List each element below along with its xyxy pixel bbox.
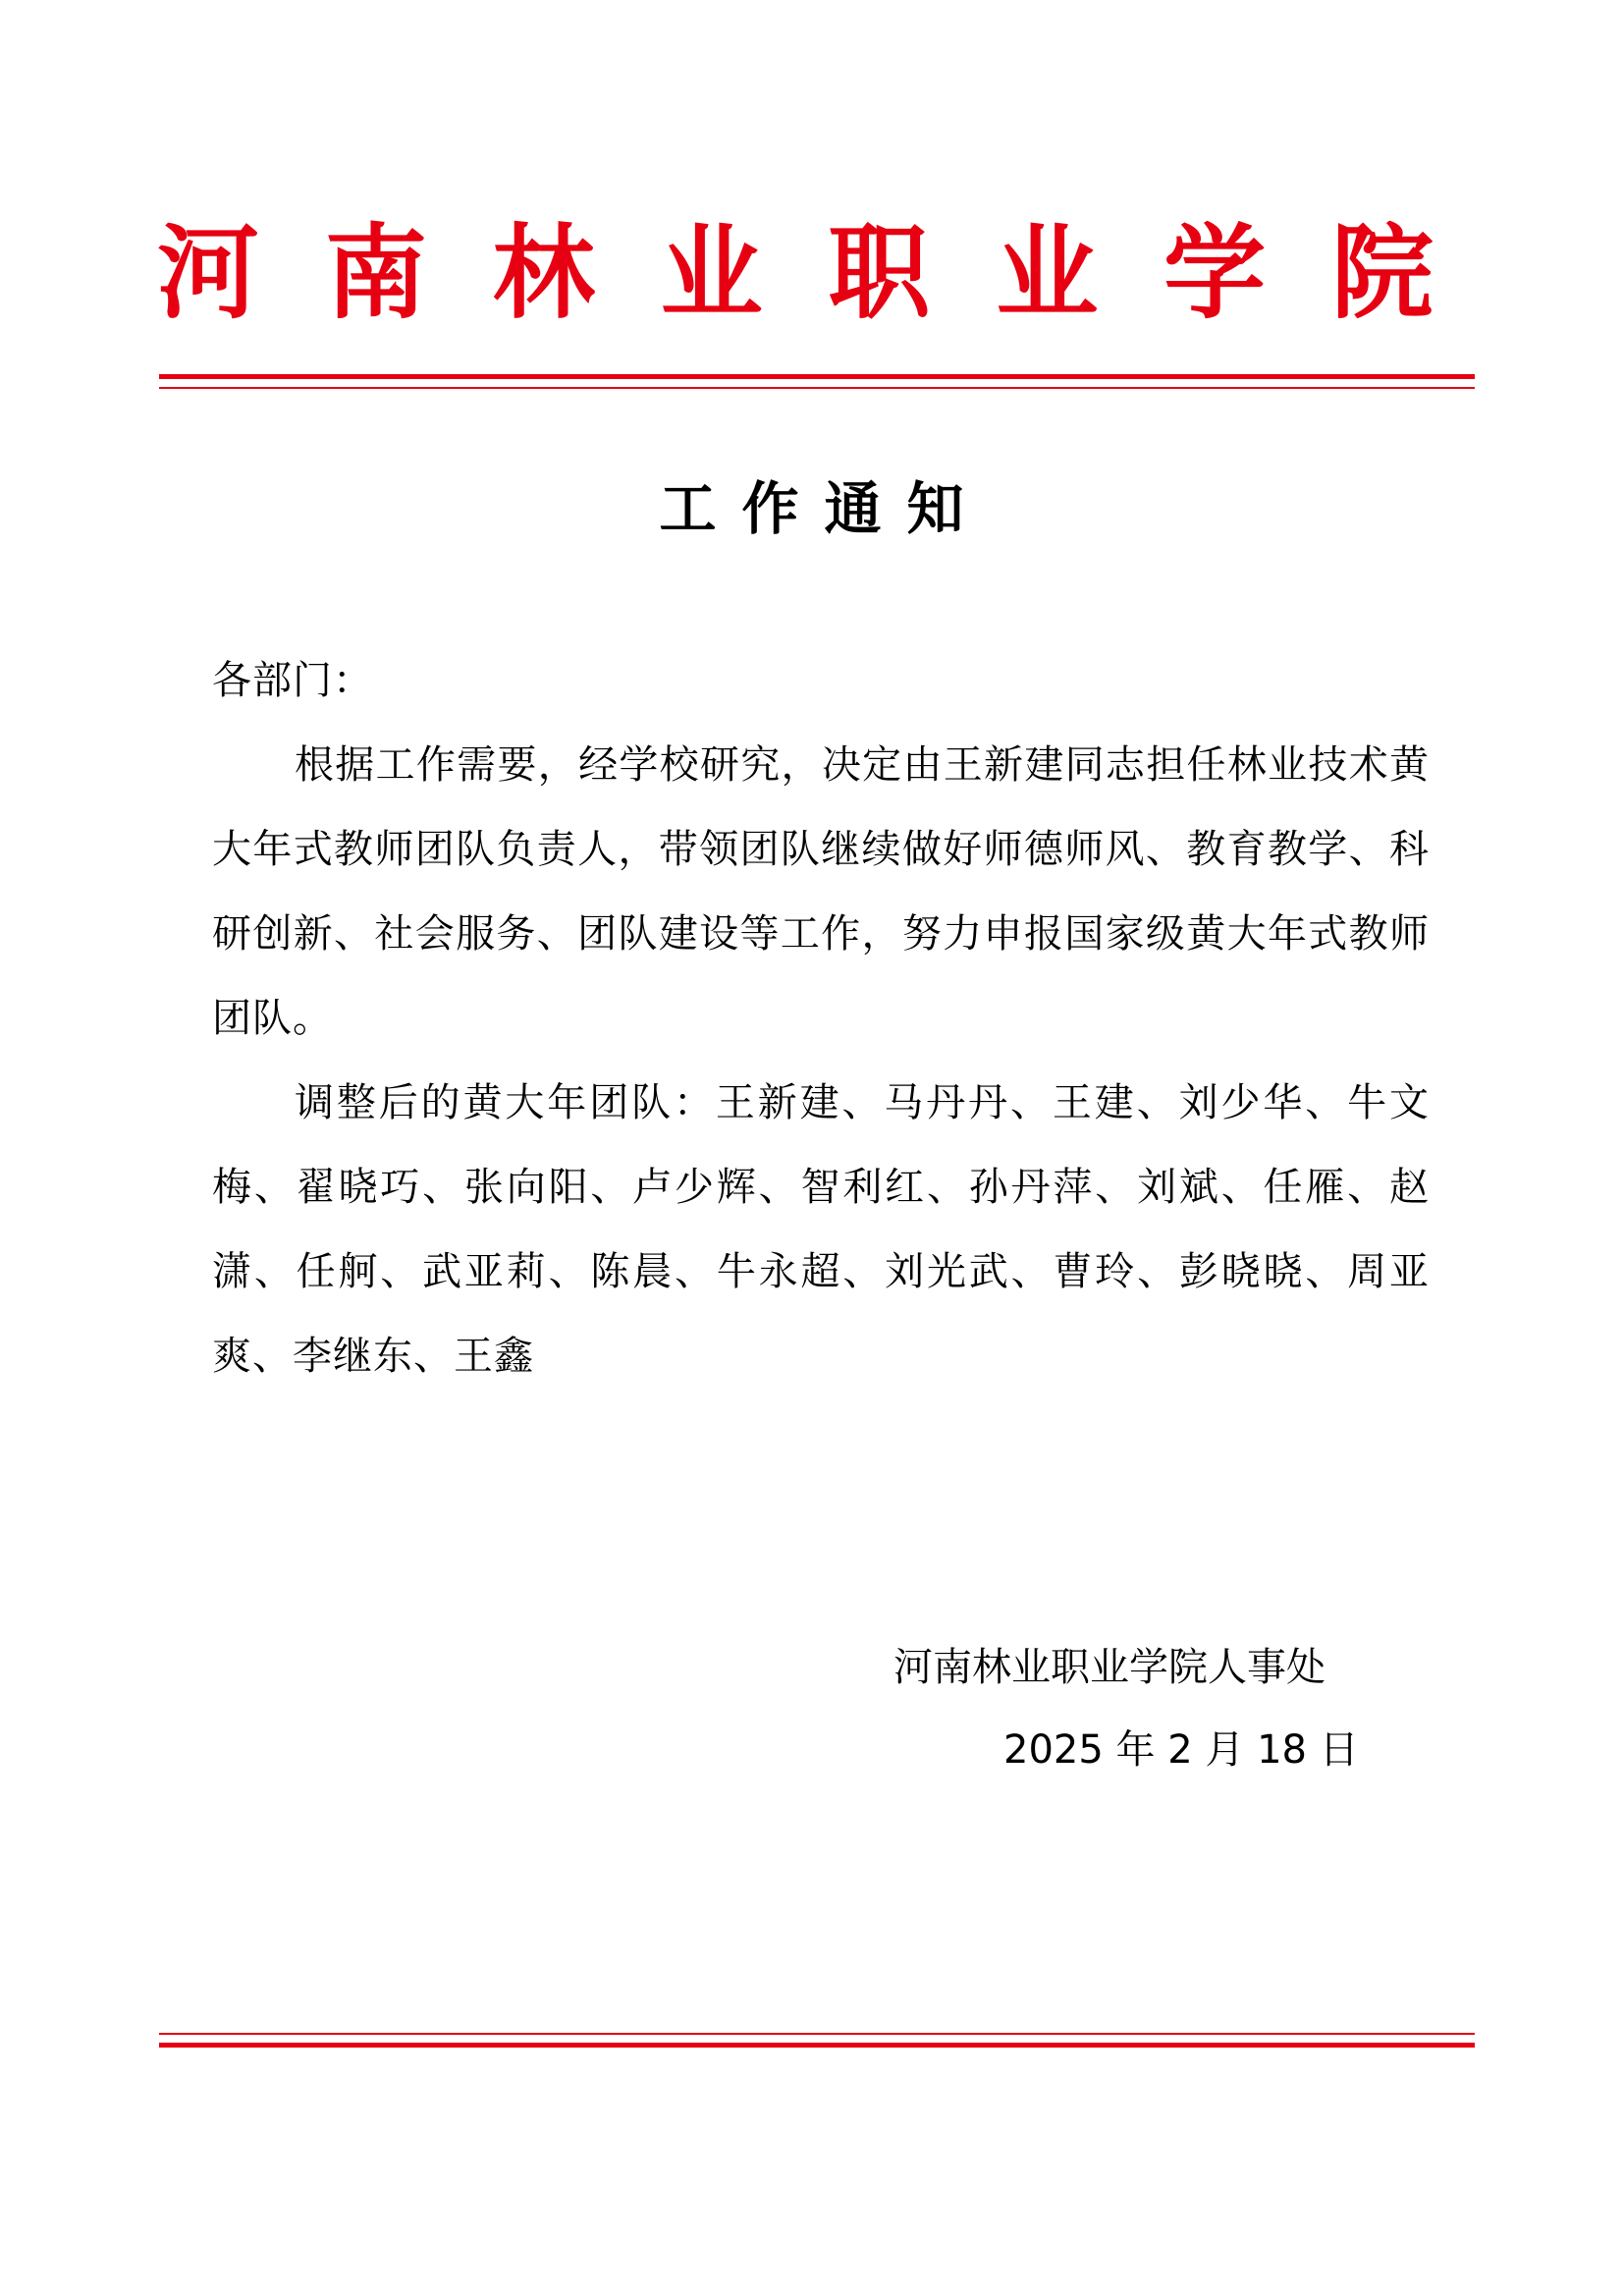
footer-divider-thick bbox=[159, 2043, 1475, 2048]
institution-masthead bbox=[157, 214, 1434, 332]
footer-divider-thin bbox=[159, 2033, 1475, 2035]
masthead-char: 业 bbox=[660, 212, 763, 333]
masthead-char: 南 bbox=[324, 212, 427, 333]
masthead-char: 学 bbox=[1163, 212, 1267, 333]
document-body bbox=[212, 638, 1430, 1398]
issue-date: 2025 年 2 月 18 日 bbox=[1003, 1727, 1359, 1773]
body-paragraph: 调整后的黄大年团队：王新建、马丹丹、王建、刘少华、牛文梅、翟晓巧、张向阳、卢少辉、智利红、孙丹萍、刘斌、任雁、赵潇、任舸、武亚莉、陈晨、牛永超、刘光武、曹玲、彭晓晓、周亚爽、李继东、王鑫 bbox=[212, 1080, 1430, 1379]
header-divider-thick bbox=[159, 374, 1475, 379]
masthead-char: 院 bbox=[1330, 212, 1434, 333]
masthead-char: 职 bbox=[828, 212, 931, 333]
salutation: 各部门： bbox=[212, 658, 373, 703]
masthead-char: 业 bbox=[996, 212, 1099, 333]
issuer-signature: 河南林业职业学院人事处 bbox=[893, 1645, 1325, 1690]
masthead-char: 河 bbox=[157, 212, 260, 333]
masthead-char: 林 bbox=[492, 212, 595, 333]
body-paragraph: 根据工作需要，经学校研究，决定由王新建同志担任林业技术黄大年式教师团队负责人，带领团队继续做好师德师风、教育教学、科研创新、社会服务、团队建设等工作，努力申报国家级黄大年式教师团队。 bbox=[212, 742, 1430, 1041]
document-title: 工作通知 bbox=[659, 475, 990, 542]
header-divider-thin bbox=[159, 387, 1475, 389]
